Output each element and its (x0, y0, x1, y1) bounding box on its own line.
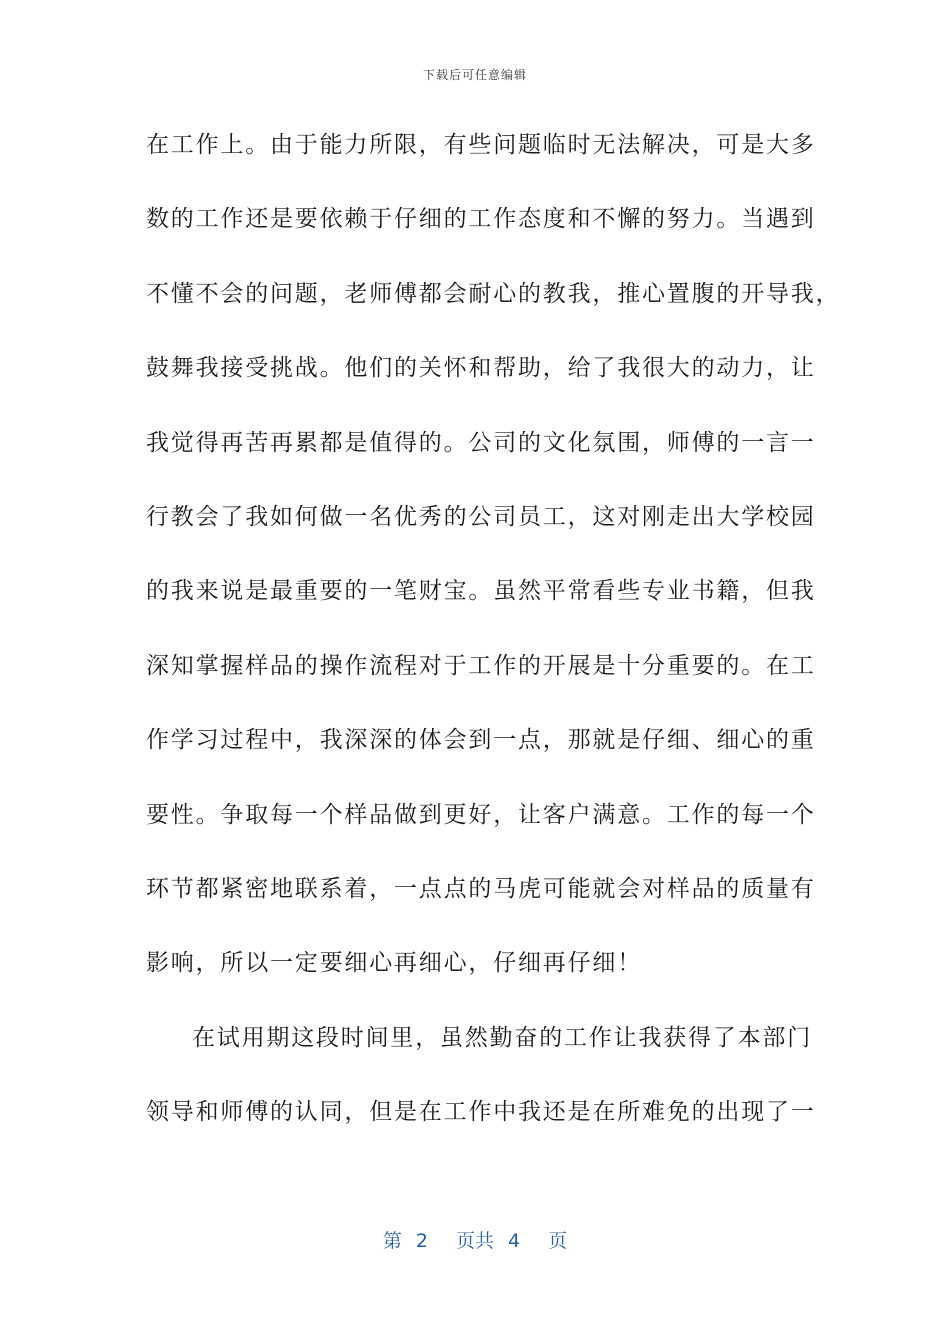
text-line: 环节都紧密地联系着，一点点的马虎可能就会对样品的质量有 (146, 875, 816, 902)
footer-suffix: 页 (548, 1230, 568, 1252)
footer-middle: 页共 (455, 1230, 494, 1252)
text-line: 领导和师傅的认同，但是在工作中我还是在所难免的出现了一 (146, 1099, 816, 1126)
total-pages-number: 4 (508, 1230, 521, 1252)
footer-prefix: 第 (382, 1230, 402, 1252)
paragraph-start-line: 在试用期这段时间里，虽然勤奋的工作让我获得了本部门 (192, 1024, 812, 1051)
text-line: 作学习过程中，我深深的体会到一点，那就是仔细、细心的重 (146, 727, 816, 754)
text-line: 深知掌握样品的操作流程对于工作的开展是十分重要的。在工 (146, 652, 816, 679)
text-line: 行教会了我如何做一名优秀的公司员工，这对刚走出大学校园 (146, 503, 816, 530)
page-header: 下载后可任意编辑 (422, 68, 527, 82)
page-footer (0, 1226, 950, 1253)
text-line: 影响，所以一定要细心再细心，仔细再仔细！ (146, 950, 642, 977)
text-line: 的我来说是最重要的一笔财宝。虽然平常看些专业书籍，但我 (146, 578, 816, 605)
text-line: 要性。争取每一个样品做到更好，让客户满意。工作的每一个 (146, 801, 816, 828)
current-page-number: 2 (415, 1230, 428, 1252)
document-body (146, 120, 841, 1161)
text-line: 在工作上。由于能力所限，有些问题临时无法解决，可是大多 (146, 132, 816, 158)
text-line: 不懂不会的问题，老师傅都会耐心的教我，推心置腹的开导我， (146, 280, 841, 307)
text-line: 数的工作还是要依赖于仔细的工作态度和不懈的努力。当遇到 (146, 206, 816, 233)
text-line: 我觉得再苦再累都是值得的。公司的文化氛围，师傅的一言一 (146, 429, 816, 456)
text-line: 鼓舞我接受挑战。他们的关怀和帮助，给了我很大的动力，让 (146, 355, 816, 382)
